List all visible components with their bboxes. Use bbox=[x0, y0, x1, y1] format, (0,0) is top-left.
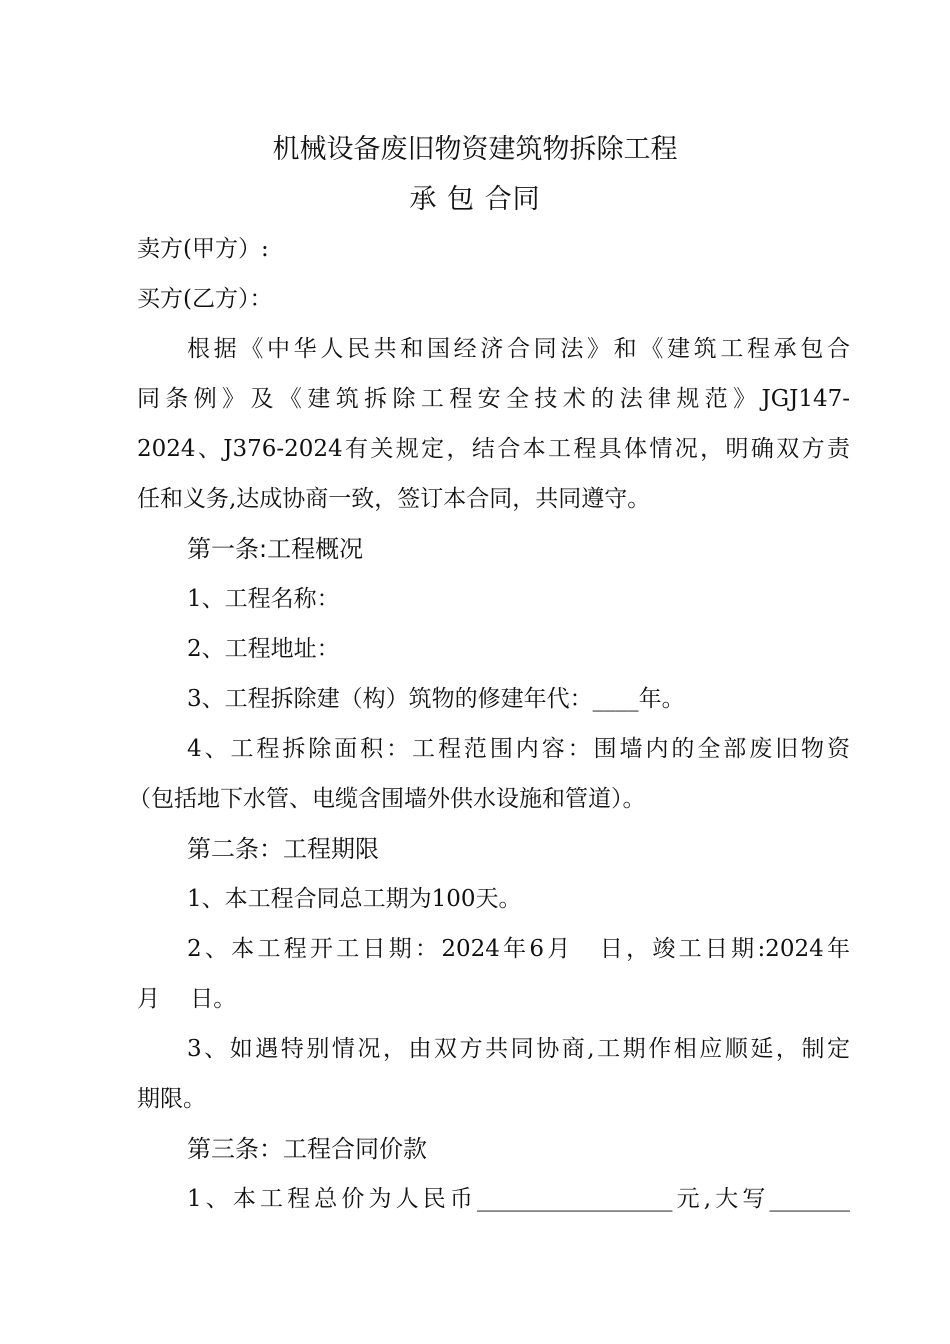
article-2-item-3-line-1: 3、如遇特别情况，由双方共同协商,工期作相应顺延，制定 bbox=[187, 1036, 850, 1062]
article-2-item-3-line-2: 期限。 bbox=[137, 1086, 206, 1112]
document-subtitle: 承 包 合同 bbox=[409, 184, 541, 215]
party-a-label: 卖方(甲方）: bbox=[137, 236, 269, 262]
intro-line-2: 同条例》及《建筑拆除工程安全技术的法律规范》JGJ147- bbox=[137, 386, 850, 412]
article-1-item-4-line-2: （包括地下水管、电缆含围墙外供水设施和管道）。 bbox=[128, 786, 646, 812]
intro-line-3: 2024、J376-2024有关规定，结合本工程具体情况，明确双方责 bbox=[137, 436, 850, 462]
intro-line-4: 任和义务,达成协商一致，签订本合同，共同遵守。 bbox=[137, 486, 651, 512]
party-b-label: 买方(乙方）： bbox=[137, 286, 273, 312]
article-1-heading: 第一条:工程概况 bbox=[187, 535, 364, 563]
article-1-item-2: 2、工程地址： bbox=[187, 636, 340, 662]
article-3-heading: 第三条：工程合同价款 bbox=[187, 1135, 427, 1163]
article-2-item-2-line-2: 月 日。 bbox=[137, 986, 237, 1012]
article-1-item-1: 1、工程名称： bbox=[187, 586, 340, 612]
article-2-item-2-line-1: 2、本工程开工日期：2024年6月 日，竣工日期:2024年 bbox=[187, 936, 850, 962]
article-2-heading: 第二条：工程期限 bbox=[187, 835, 379, 863]
article-3-item-1: 1、本工程总价为人民币_________________元,大写_______ bbox=[187, 1186, 850, 1212]
intro-line-1: 根据《中华人民共和国经济合同法》和《建筑工程承包合 bbox=[187, 336, 850, 362]
document-title: 机械设备废旧物资建筑物拆除工程 bbox=[272, 134, 678, 165]
article-1-item-3: 3、工程拆除建（构）筑物的修建年代：____年。 bbox=[187, 686, 685, 712]
article-1-item-4-line-1: 4、工程拆除面积：工程范围内容：围墙内的全部废旧物资 bbox=[187, 736, 850, 762]
article-2-item-1: 1、本工程合同总工期为100天。 bbox=[187, 886, 522, 912]
